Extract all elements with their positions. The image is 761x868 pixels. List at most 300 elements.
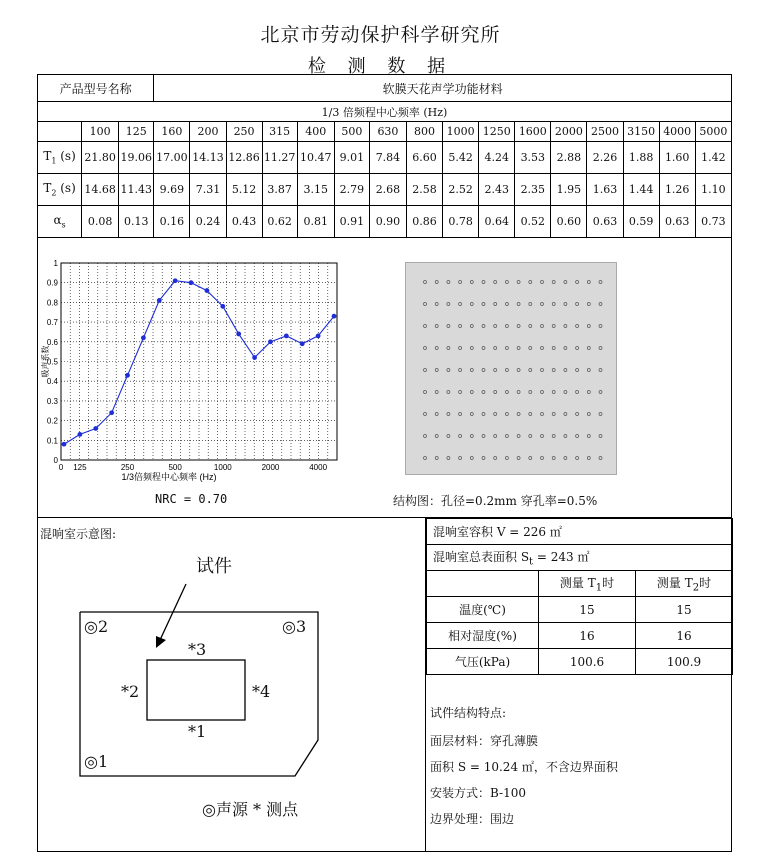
freq-cell: 4000 [659, 122, 695, 142]
perforation-hole [435, 325, 438, 328]
data-point [316, 333, 321, 338]
perforation-hole [459, 281, 462, 284]
freq-corner [38, 122, 82, 142]
perforation-hole [599, 303, 602, 306]
perforation-hole [564, 413, 567, 416]
perforation-hole [424, 281, 427, 284]
value-cell: 0.13 [119, 206, 154, 238]
y-tick-label: 0.3 [46, 396, 58, 406]
value-cell: 19.06 [119, 142, 154, 174]
perforation-hole [424, 391, 427, 394]
value-cell: 0.81 [297, 206, 334, 238]
value-cell: 5.42 [443, 142, 479, 174]
perforation-hole [482, 347, 485, 350]
data-point [173, 278, 178, 283]
value-cell: 1.44 [623, 174, 659, 206]
perforation-hole [552, 413, 555, 416]
perforation-hole [541, 281, 544, 284]
freq-cell: 3150 [623, 122, 659, 142]
perforation-hole [424, 369, 427, 372]
col-t2-sub: 2 [692, 582, 700, 594]
freq-cell: 250 [226, 122, 262, 142]
perforation-hole [424, 303, 427, 306]
humidity-t2: 16 [636, 623, 733, 649]
value-cell: 12.86 [226, 142, 262, 174]
data-point [93, 426, 98, 431]
structure-caption: 结构图：孔径=0.2mm 穿孔率=0.5% [393, 494, 598, 508]
value-cell: 14.13 [190, 142, 226, 174]
perforation-hole [470, 391, 473, 394]
perforation-hole [541, 413, 544, 416]
perforation-hole [541, 325, 544, 328]
temp-t1: 15 [539, 597, 636, 623]
perforation-hole [529, 413, 532, 416]
perforation-hole [529, 325, 532, 328]
freq-cell: 1000 [443, 122, 479, 142]
perforation-hole [482, 413, 485, 416]
perforation-hole [576, 281, 579, 284]
perforation-hole [505, 435, 508, 438]
pressure-t1: 100.6 [539, 649, 636, 675]
perforation-hole [541, 347, 544, 350]
value-cell: 1.42 [695, 142, 731, 174]
value-cell: 3.87 [262, 174, 297, 206]
perforation-hole [482, 325, 485, 328]
perforation-hole [494, 303, 497, 306]
perforation-hole [576, 457, 579, 460]
perforation-hole [529, 347, 532, 350]
value-cell: 0.62 [262, 206, 297, 238]
room-info-table [426, 518, 733, 675]
perforation-hole [599, 457, 602, 460]
data-point [141, 335, 146, 340]
t2-row [38, 174, 732, 206]
perforation-hole [529, 303, 532, 306]
product-label: 产品型号名称 [38, 75, 154, 102]
perforation-hole [505, 369, 508, 372]
specimen-area: 面积 S = 10.24 ㎡，不含边界面积 [430, 760, 618, 774]
value-cell: 0.73 [695, 206, 731, 238]
perforation-hole [494, 413, 497, 416]
perforation-hole [459, 325, 462, 328]
perforation-hole [517, 369, 520, 372]
row-label [38, 142, 82, 174]
value-cell: 0.43 [226, 206, 262, 238]
value-cell: 17.00 [154, 142, 190, 174]
perforation-hole [576, 369, 579, 372]
perforation-hole [564, 369, 567, 372]
value-cell: 1.88 [623, 142, 659, 174]
x-tick-label: 250 [120, 463, 135, 472]
y-tick-label: 0.1 [46, 436, 58, 446]
perforation-hole [576, 347, 579, 350]
freq-cell: 1250 [479, 122, 515, 142]
value-cell: 11.43 [119, 174, 154, 206]
data-point [62, 442, 67, 447]
data-point [252, 355, 257, 360]
room-area [427, 545, 733, 571]
y-tick-label: 0.4 [46, 377, 58, 387]
perforation-hole [587, 281, 590, 284]
cond-corner [427, 571, 539, 597]
perforation-hole [564, 347, 567, 350]
perforation-hole [482, 369, 485, 372]
value-cell: 2.79 [334, 174, 369, 206]
perforation-hole [494, 457, 497, 460]
value-cell: 2.88 [551, 142, 587, 174]
perforation-hole [587, 325, 590, 328]
perforation-hole [599, 435, 602, 438]
perforation-hole [470, 325, 473, 328]
value-cell: 0.60 [551, 206, 587, 238]
x-tick-label: 4000 [309, 463, 328, 472]
value-cell: 0.63 [587, 206, 623, 238]
value-cell: 10.47 [297, 142, 334, 174]
room-outline [80, 612, 318, 776]
specimen-heading: 试件结构特点: [430, 706, 507, 720]
data-point [189, 280, 194, 285]
perforation-hole [435, 303, 438, 306]
y-tick-label: 0.2 [46, 416, 58, 426]
perforation-hole [576, 435, 579, 438]
freq-cell: 500 [334, 122, 369, 142]
perforation-hole [541, 303, 544, 306]
value-cell: 2.68 [369, 174, 406, 206]
freq-cell: 200 [190, 122, 226, 142]
y-axis-label: 吸声系数 [41, 345, 50, 378]
freq-cell: 160 [154, 122, 190, 142]
perforation-hole [447, 281, 450, 284]
perforation-hole [494, 391, 497, 394]
value-cell: 1.63 [587, 174, 623, 206]
freq-cell: 800 [406, 122, 442, 142]
perforation-hole [494, 281, 497, 284]
room-area-value: = 243 ㎡ [533, 549, 590, 564]
value-cell: 7.84 [369, 142, 406, 174]
perforation-hole [517, 347, 520, 350]
perforation-hole [447, 391, 450, 394]
perforation-hole [505, 303, 508, 306]
perforation-hole [447, 325, 450, 328]
perforation-hole [505, 413, 508, 416]
value-cell: 2.26 [587, 142, 623, 174]
row-label-sub: s [61, 220, 66, 230]
perforation-hole [517, 281, 520, 284]
perforation-hole [424, 457, 427, 460]
y-tick-label: 0.6 [46, 337, 58, 347]
perforation-hole [424, 435, 427, 438]
value-cell: 0.24 [190, 206, 226, 238]
perforation-hole [459, 369, 462, 372]
perforation-hole [435, 369, 438, 372]
perforation-hole [552, 457, 555, 460]
perforation-hole [459, 303, 462, 306]
perforation-hole [564, 435, 567, 438]
x-axis-label: 1/3倍频程中心频率 (Hz) [121, 472, 217, 482]
perforation-hole [447, 435, 450, 438]
perforation-hole [424, 325, 427, 328]
value-cell: 0.63 [659, 206, 695, 238]
product-name: 软膜天花声学功能材料 [154, 75, 732, 102]
perforation-hole [435, 391, 438, 394]
col-t1-tail: 时 [602, 575, 615, 590]
value-cell: 3.53 [515, 142, 551, 174]
col-t2-text: 测量 T [656, 575, 693, 590]
value-cell: 11.27 [262, 142, 297, 174]
point-2: *2 [121, 682, 140, 701]
humidity-t1: 16 [539, 623, 636, 649]
point-1: *1 [188, 722, 207, 741]
y-tick-label: 0 [53, 456, 58, 465]
measurement-table [37, 74, 732, 238]
freq-cell: 630 [369, 122, 406, 142]
perforation-hole [599, 281, 602, 284]
perforation-hole [587, 457, 590, 460]
x-tick-label: 0 [58, 463, 64, 472]
perforation-hole [505, 281, 508, 284]
pressure-label: 气压(kPa) [427, 649, 539, 675]
perforation-pattern [406, 263, 618, 476]
data-point [284, 333, 289, 338]
value-cell: 0.64 [479, 206, 515, 238]
row-label [38, 206, 82, 238]
perforation-hole [587, 347, 590, 350]
value-cell: 1.95 [551, 174, 587, 206]
perforation-hole [564, 281, 567, 284]
value-cell: 21.80 [82, 142, 119, 174]
data-point [236, 332, 241, 337]
perforation-hole [470, 347, 473, 350]
freq-cell: 2000 [551, 122, 587, 142]
point-4: *4 [252, 682, 271, 701]
doc-title: 检 测 数 据 [307, 56, 454, 77]
value-cell: 6.60 [406, 142, 442, 174]
x-tick-label: 500 [168, 463, 182, 472]
value-cell: 2.58 [406, 174, 442, 206]
perforation-hole [576, 325, 579, 328]
data-point [125, 373, 130, 378]
diagram-legend: ◎声源 * 测点 [202, 800, 299, 819]
perforation-hole [459, 391, 462, 394]
value-cell: 0.91 [334, 206, 369, 238]
room-diagram-title: 混响室示意图: [40, 527, 117, 541]
value-cell: 0.78 [443, 206, 479, 238]
perforation-hole [435, 457, 438, 460]
value-cell: 0.90 [369, 206, 406, 238]
t1-row [38, 142, 732, 174]
perforation-hole [494, 347, 497, 350]
perforation-hole [435, 347, 438, 350]
room-area-sub: t [529, 556, 534, 568]
row-label-main: α [53, 213, 62, 228]
perforation-hole [529, 391, 532, 394]
perforation-hole [447, 303, 450, 306]
value-cell: 4.24 [479, 142, 515, 174]
freq-cell: 125 [119, 122, 154, 142]
col-t1-text: 测量 T [559, 575, 596, 590]
perforation-hole [505, 391, 508, 394]
perforation-hole [494, 435, 497, 438]
freq-cell: 400 [297, 122, 334, 142]
specimen-edge: 边界处理：围边 [430, 812, 515, 826]
col-t1-sub: 1 [595, 582, 603, 594]
perforation-hole [529, 457, 532, 460]
perforation-hole [517, 457, 520, 460]
source-1: ◎1 [84, 752, 109, 771]
x-tick-label: 125 [73, 463, 87, 472]
perforation-hole [517, 303, 520, 306]
data-point [300, 341, 305, 346]
temp-label: 温度(℃) [427, 597, 539, 623]
perforation-hole [447, 457, 450, 460]
perforation-hole [541, 457, 544, 460]
x-tick-label: 2000 [261, 463, 280, 472]
perforation-hole [435, 281, 438, 284]
perforation-hole [459, 435, 462, 438]
y-tick-label: 0.7 [46, 318, 58, 328]
col-t1-header [539, 571, 636, 597]
value-cell: 0.16 [154, 206, 190, 238]
x-tick-label: 1000 [213, 463, 232, 472]
data-point [205, 288, 210, 293]
specimen-mounting: 安装方式：B-100 [430, 786, 527, 800]
freq-cell: 315 [262, 122, 297, 142]
row-label-tail: (s) [56, 181, 76, 196]
perforation-hole [599, 369, 602, 372]
perforation-hole [505, 347, 508, 350]
perforation-hole [587, 369, 590, 372]
y-tick-label: 0.9 [46, 278, 58, 288]
perforation-hole [470, 413, 473, 416]
perforation-hole [587, 413, 590, 416]
perforation-hole [517, 413, 520, 416]
value-cell: 0.08 [82, 206, 119, 238]
perforation-hole [459, 457, 462, 460]
pressure-t2: 100.9 [636, 649, 733, 675]
value-cell: 9.69 [154, 174, 190, 206]
data-point [220, 304, 225, 309]
perforation-hole [552, 391, 555, 394]
perforation-hole [470, 303, 473, 306]
data-point [109, 410, 114, 415]
perforation-hole [435, 435, 438, 438]
source-3: ◎3 [282, 617, 307, 636]
source-2: ◎2 [84, 617, 109, 636]
value-cell: 7.31 [190, 174, 226, 206]
data-point [332, 314, 337, 319]
perforation-hole [529, 369, 532, 372]
freq-cell: 2500 [587, 122, 623, 142]
perforation-hole [517, 325, 520, 328]
perforation-hole [587, 391, 590, 394]
row-label-sub: 2 [51, 188, 57, 198]
perforation-hole [541, 391, 544, 394]
row-label-main: T [43, 149, 52, 164]
value-cell: 0.86 [406, 206, 442, 238]
absorption-chart [40, 255, 360, 487]
humidity-label: 相对湿度(%) [427, 623, 539, 649]
perforation-hole [505, 325, 508, 328]
value-cell: 9.01 [334, 142, 369, 174]
perforation-hole [482, 281, 485, 284]
perforation-hole [552, 281, 555, 284]
perforation-hole [576, 391, 579, 394]
value-cell: 5.12 [226, 174, 262, 206]
data-point [157, 298, 162, 303]
perforation-hole [459, 347, 462, 350]
perforation-hole [564, 325, 567, 328]
perforation-hole [587, 435, 590, 438]
col-t2-tail: 时 [699, 575, 712, 590]
row-label-main: T [43, 181, 52, 196]
perforation-hole [529, 435, 532, 438]
perforation-hole [541, 369, 544, 372]
perforation-hole [517, 435, 520, 438]
perforation-hole [447, 369, 450, 372]
nrc-value: NRC = 0.70 [155, 492, 228, 506]
value-cell: 1.26 [659, 174, 695, 206]
value-cell: 2.52 [443, 174, 479, 206]
perforation-hole [587, 303, 590, 306]
room-area-label: 混响室总表面积 S [433, 549, 530, 564]
freq-cell: 100 [82, 122, 119, 142]
specimen-label: 试件 [196, 556, 232, 577]
perforation-hole [482, 435, 485, 438]
perforation-hole [564, 457, 567, 460]
perforation-hole [599, 347, 602, 350]
perforation-hole [541, 435, 544, 438]
perforation-hole [599, 413, 602, 416]
perforation-hole [447, 347, 450, 350]
freq-cell: 1600 [515, 122, 551, 142]
perforation-hole [599, 391, 602, 394]
perforation-hole [552, 435, 555, 438]
value-cell: 0.59 [623, 206, 659, 238]
perforation-hole [552, 347, 555, 350]
perforation-hole [470, 369, 473, 372]
perforation-hole [599, 325, 602, 328]
org-title: 北京市劳动保护科学研究所 [260, 24, 501, 46]
room-volume: 混响室容积 V = 226 ㎡ [427, 519, 733, 545]
perforation-hole [482, 457, 485, 460]
row-label-tail: (s) [56, 149, 76, 164]
structure-figure [405, 262, 617, 475]
y-tick-label: 1 [53, 259, 58, 268]
perforation-hole [517, 391, 520, 394]
col-t2-header [636, 571, 733, 597]
perforation-hole [470, 435, 473, 438]
value-cell: 1.60 [659, 142, 695, 174]
perforation-hole [552, 369, 555, 372]
data-point [77, 432, 82, 437]
perforation-hole [576, 303, 579, 306]
room-diagram [70, 570, 330, 780]
freq-cell: 5000 [695, 122, 731, 142]
value-cell: 14.68 [82, 174, 119, 206]
specimen-material: 面层材料：穿孔薄膜 [430, 734, 539, 748]
perforation-hole [470, 457, 473, 460]
value-cell: 2.43 [479, 174, 515, 206]
value-cell: 1.10 [695, 174, 731, 206]
row-label-sub: 1 [51, 156, 57, 166]
perforation-hole [470, 281, 473, 284]
perforation-hole [576, 413, 579, 416]
perforation-hole [494, 369, 497, 372]
frequency-row [38, 122, 732, 142]
temp-t2: 15 [636, 597, 733, 623]
perforation-hole [494, 325, 497, 328]
perforation-hole [459, 413, 462, 416]
